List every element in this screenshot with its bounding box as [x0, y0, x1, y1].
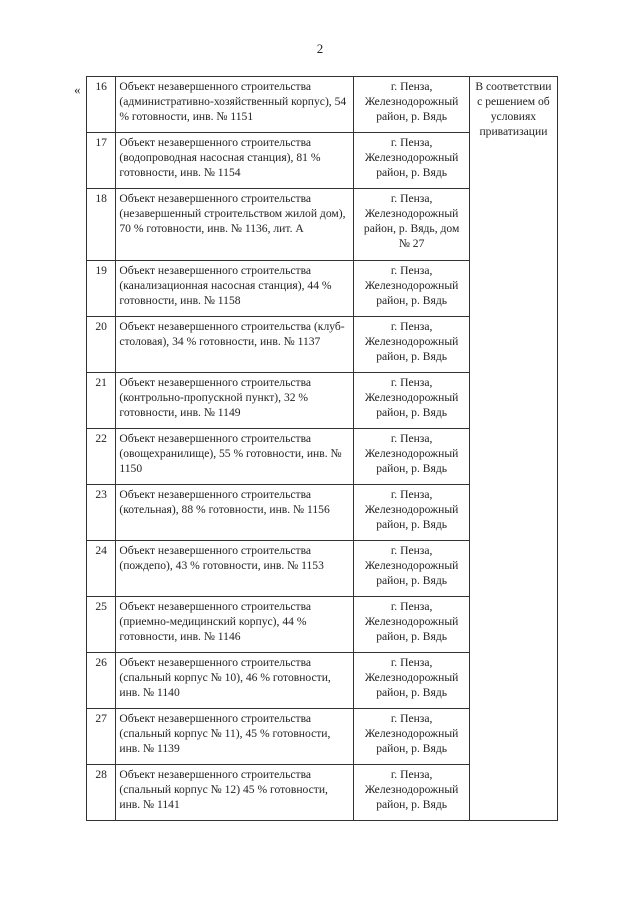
- object-location: г. Пенза, Железнодорожный район, р. Вядь: [354, 261, 469, 317]
- row-number: 17: [87, 133, 116, 189]
- object-location: г. Пенза, Железнодорожный район, р. Вядь: [354, 709, 469, 765]
- object-location: г. Пенза, Железнодорожный район, р. Вядь: [354, 133, 469, 189]
- row-number: 27: [87, 709, 116, 765]
- row-number: 24: [87, 541, 116, 597]
- object-description: Объект незавершенного строительства (клуб-столовая), 34 % готовности, инв. № 1137: [116, 317, 354, 373]
- privatization-note: В соответствии с решением об условиях приватизации: [469, 77, 557, 821]
- object-description: Объект незавершенного строительства (контрольно-пропускной пункт), 32 % готовности, инв. № 1149: [116, 373, 354, 429]
- row-number: 18: [87, 189, 116, 261]
- object-location: г. Пенза, Железнодорожный район, р. Вядь: [354, 597, 469, 653]
- table-row: [87, 77, 558, 133]
- object-location: г. Пенза, Железнодорожный район, р. Вядь: [354, 485, 469, 541]
- row-number: 22: [87, 429, 116, 485]
- object-location: г. Пенза, Железнодорожный район, р. Вядь: [354, 373, 469, 429]
- object-description: Объект незавершенного строительства (спальный корпус № 10), 46 % готовности, инв. № 1140: [116, 653, 354, 709]
- object-location: г. Пенза, Железнодорожный район, р. Вядь: [354, 429, 469, 485]
- property-table: [86, 76, 558, 821]
- object-description: Объект незавершенного строительства (приемно-медицинский корпус), 44 % готовности, инв. № 1146: [116, 597, 354, 653]
- object-description: Объект незавершенного строительства (канализационная насосная станция), 44 % готовности, инв. № 1158: [116, 261, 354, 317]
- object-description: Объект незавершенного строительства (овощехранилище), 55 % готовности, инв. № 1150: [116, 429, 354, 485]
- row-number: 25: [87, 597, 116, 653]
- object-description: Объект незавершенного строительства (административно-хозяйственный корпус), 54 % готовности, инв. № 1151: [116, 77, 354, 133]
- row-number: 16: [87, 77, 116, 133]
- object-location: г. Пенза, Железнодорожный район, р. Вядь: [354, 77, 469, 133]
- opening-quote: «: [74, 82, 81, 97]
- page-number: 2: [316, 41, 324, 56]
- object-location: г. Пенза, Железнодорожный район, р. Вядь: [354, 541, 469, 597]
- object-location: г. Пенза, Железнодорожный район, р. Вядь, дом № 27: [354, 189, 469, 261]
- row-number: 23: [87, 485, 116, 541]
- row-number: 19: [87, 261, 116, 317]
- row-number: 28: [87, 765, 116, 821]
- object-location: г. Пенза, Железнодорожный район, р. Вядь: [354, 653, 469, 709]
- object-location: г. Пенза, Железнодорожный район, р. Вядь: [354, 765, 469, 821]
- object-location: г. Пенза, Железнодорожный район, р. Вядь: [354, 317, 469, 373]
- object-description: Объект незавершенного строительства (спальный корпус № 12) 45 % готовности, инв. № 1141: [116, 765, 354, 821]
- object-description: Объект незавершенного строительства (котельная), 88 % готовности, инв. № 1156: [116, 485, 354, 541]
- object-description: Объект незавершенного строительства (пождепо), 43 % готовности, инв. № 1153: [116, 541, 354, 597]
- row-number: 21: [87, 373, 116, 429]
- object-description: Объект незавершенного строительства (незавершенный строительством жилой дом), 70 % готовности, инв. № 1136, лит. А: [116, 189, 354, 261]
- object-description: Объект незавершенного строительства (спальный корпус № 11), 45 % готовности, инв. № 1139: [116, 709, 354, 765]
- row-number: 26: [87, 653, 116, 709]
- object-description: Объект незавершенного строительства (водопроводная насосная станция), 81 % готовности, инв. № 1154: [116, 133, 354, 189]
- row-number: 20: [87, 317, 116, 373]
